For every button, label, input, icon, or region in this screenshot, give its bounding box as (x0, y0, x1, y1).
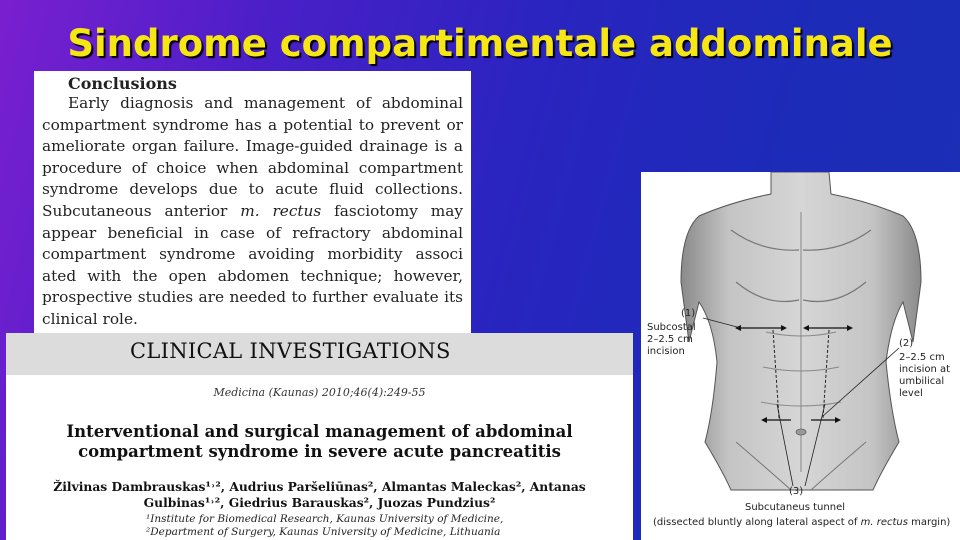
conclusions-text-part-2: fasciotomy may appear beneficial in case of refractory abdominal compartment syndrome avoiding morbidity associ ated with the open abdomen technique; however, prospective studies are needed to further evaluate its clinical role. (42, 201, 464, 328)
affiliation-2: ²Department of Surgery, Kaunas University of Medicine, Lithuania (146, 526, 501, 538)
figure-label-3-number: (3) (789, 486, 804, 497)
section-banner (6, 333, 633, 375)
figure-caption-part-2: margin) (907, 517, 951, 528)
figure-label-2-number: (2) (899, 338, 914, 349)
section-banner-label: CLINICAL INVESTIGATIONS (130, 339, 451, 363)
figure-label-1-text: Subcostal 2–2.5 cm incision (647, 322, 696, 357)
fasciotomy-figure (641, 172, 960, 540)
figure-label-3-text: Subcutaneus tunnel (745, 502, 845, 513)
figure-caption-part-1: (dissected bluntly along lateral aspect of (653, 517, 861, 528)
conclusions-text-italic: m. rectus (240, 201, 322, 220)
article-header (6, 375, 633, 540)
journal-citation: Medicina (Kaunas) 2010;46(4):249-55 (213, 386, 426, 399)
conclusions-text-part-1: Early diagnosis and management of abdominal compartment syndrome has a potential to prevent or ameliorate organ failure. Image-guided drainage is a procedure of choice when abdominal compartment syndrome develops due to acute fluid collections. Subcutaneous anterior (42, 94, 463, 220)
article-affiliations (146, 513, 566, 539)
article-authors: Žilvinas Dambrauskas¹˒², Audrius Paršeliūnas², Almantas Maleckas², Antanas Gulbinas¹˒², Giedrius Barauskas², Juozas Pundzius² (53, 479, 586, 510)
figure-caption-italic: m. rectus (860, 517, 908, 528)
figure-label-2-text: 2–2.5 cm incision at umbilical level (899, 352, 951, 399)
figure-caption (653, 517, 950, 529)
conclusions-heading: Conclusions (68, 74, 177, 93)
conclusions-body (42, 93, 463, 331)
slide-title: Sindrome compartimentale addominale (67, 22, 893, 65)
affiliation-1: ¹Institute for Biomedical Research, Kaunas University of Medicine, (146, 513, 504, 525)
conclusions-excerpt (34, 71, 471, 333)
article-title: Interventional and surgical management of abdominal compartment syndrome in severe acute pancreatitis (66, 422, 573, 461)
figure-label-1-number: (1) (681, 308, 696, 319)
